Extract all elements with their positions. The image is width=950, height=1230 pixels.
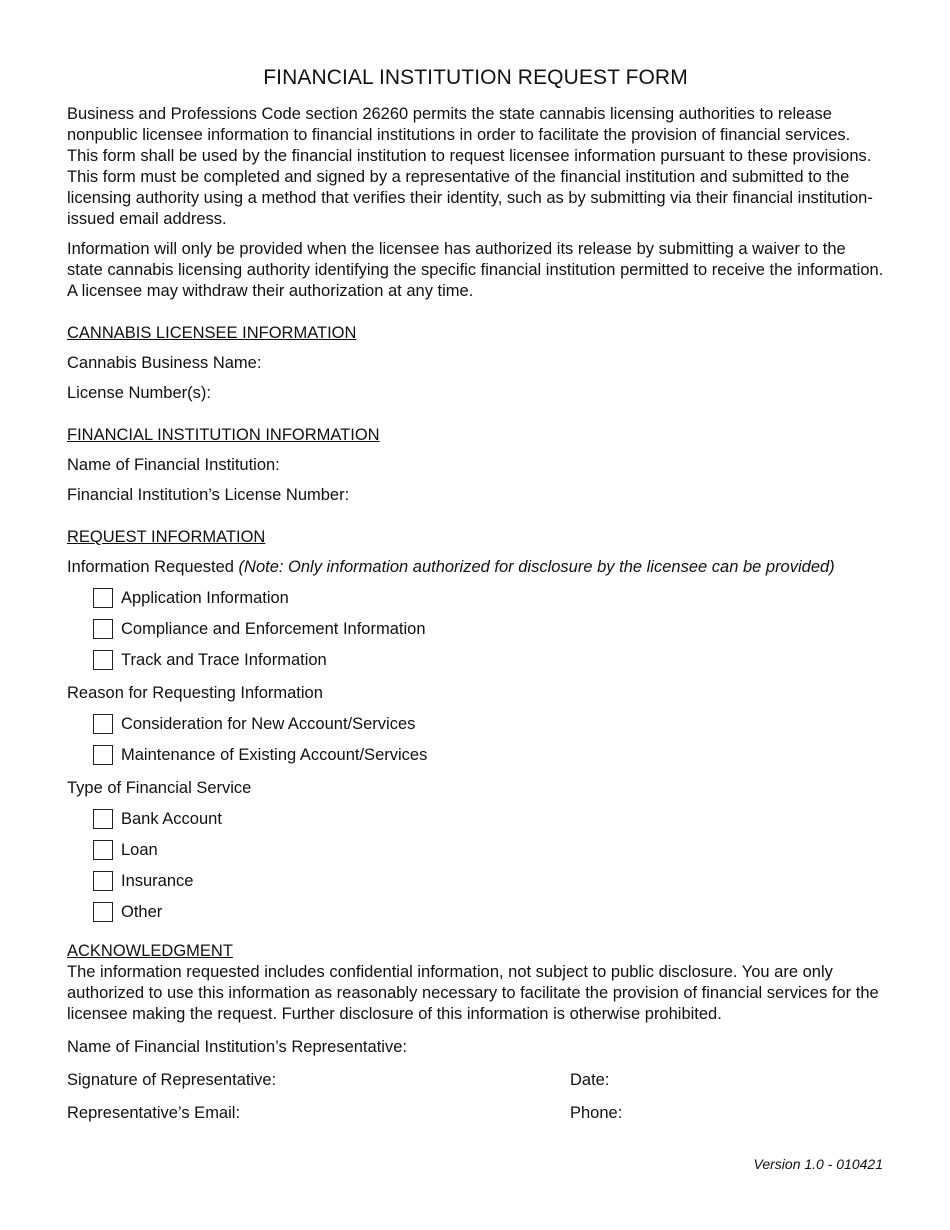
checkbox-track-trace[interactable] — [93, 649, 884, 671]
checkbox-insurance[interactable] — [93, 870, 884, 892]
institution-name-field[interactable]: Name of Financial Institution: — [67, 456, 280, 474]
form-page — [67, 66, 884, 1136]
checkbox-label: Application Information — [121, 588, 289, 607]
checkbox-label: Loan — [121, 840, 158, 859]
info-requested-label: Information Requested — [67, 558, 234, 576]
acknowledgment-text: The information requested includes confidential information, not subject to public disclosure. You are only authorized to use this information as reasonably necessary to facilitate the provision of financial services for the licensee making the request. Further disclosure of this information is otherwise prohibited. — [67, 963, 879, 1023]
checkbox-square[interactable] — [93, 809, 113, 829]
checkbox-square[interactable] — [93, 871, 113, 891]
phone-field[interactable]: Phone: — [570, 1104, 623, 1122]
version-label: Version 1.0 - 010421 — [753, 1156, 883, 1172]
checkbox-other[interactable] — [93, 901, 884, 923]
service-type-heading: Type of Financial Service — [67, 779, 252, 797]
intro-paragraph-1: Business and Professions Code section 26260 permits the state cannabis licensing authorities to release nonpublic licensee information to financial institutions in order to facilitate the provision of financial services. This form shall be used by the financial institution to request licensee information pursuant to these provisions. This form must be completed and signed by a representative of the financial institution and submitted to the licensing authority using a method that verifies their identity, such as by submitting via their financial institution-issued email address. — [67, 105, 873, 228]
checkbox-label: Other — [121, 902, 163, 921]
institution-section-heading: FINANCIAL INSTITUTION INFORMATION — [67, 426, 380, 444]
business-name-field[interactable]: Cannabis Business Name: — [67, 354, 262, 372]
licensee-section-heading: CANNABIS LICENSEE INFORMATION — [67, 324, 357, 342]
checkbox-square[interactable] — [93, 650, 113, 670]
request-section-heading: REQUEST INFORMATION — [67, 528, 266, 546]
checkbox-label: Track and Trace Information — [121, 650, 327, 669]
signature-date-row — [67, 1070, 884, 1091]
checkbox-label: Insurance — [121, 871, 194, 890]
date-field[interactable]: Date: — [570, 1071, 610, 1089]
checkbox-square[interactable] — [93, 619, 113, 639]
checkbox-square[interactable] — [93, 745, 113, 765]
signature-field[interactable]: Signature of Representative: — [67, 1071, 277, 1089]
checkbox-square[interactable] — [93, 902, 113, 922]
info-requested-heading — [67, 557, 884, 578]
institution-license-number-field[interactable]: Financial Institution’s License Number: — [67, 486, 350, 504]
license-number-field[interactable]: License Number(s): — [67, 384, 211, 402]
acknowledgment-heading: ACKNOWLEDGMENT — [67, 942, 233, 960]
form-title: FINANCIAL INSTITUTION REQUEST FORM — [263, 66, 688, 89]
checkbox-label: Consideration for New Account/Services — [121, 714, 416, 733]
checkbox-existing-account[interactable] — [93, 744, 884, 766]
reason-heading: Reason for Requesting Information — [67, 684, 323, 702]
checkbox-loan[interactable] — [93, 839, 884, 861]
email-phone-row — [67, 1103, 884, 1124]
checkbox-new-account[interactable] — [93, 713, 884, 735]
checkbox-application-information[interactable] — [93, 587, 884, 609]
checkbox-label: Bank Account — [121, 809, 222, 828]
checkbox-label: Maintenance of Existing Account/Services — [121, 745, 428, 764]
email-field[interactable]: Representative’s Email: — [67, 1104, 241, 1122]
checkbox-square[interactable] — [93, 840, 113, 860]
checkbox-square[interactable] — [93, 714, 113, 734]
checkbox-compliance-enforcement[interactable] — [93, 618, 884, 640]
checkbox-bank-account[interactable] — [93, 808, 884, 830]
info-requested-note: (Note: Only information authorized for disclosure by the licensee can be provided) — [238, 558, 835, 576]
intro-paragraph-2: Information will only be provided when the licensee has authorized its release by submitting a waiver to the state cannabis licensing authority identifying the specific financial institution permitted to receive the information. A licensee may withdraw their authorization at any time. — [67, 240, 884, 300]
checkbox-label: Compliance and Enforcement Information — [121, 619, 426, 638]
checkbox-square[interactable] — [93, 588, 113, 608]
representative-name-field[interactable]: Name of Financial Institution’s Representative: — [67, 1038, 407, 1056]
